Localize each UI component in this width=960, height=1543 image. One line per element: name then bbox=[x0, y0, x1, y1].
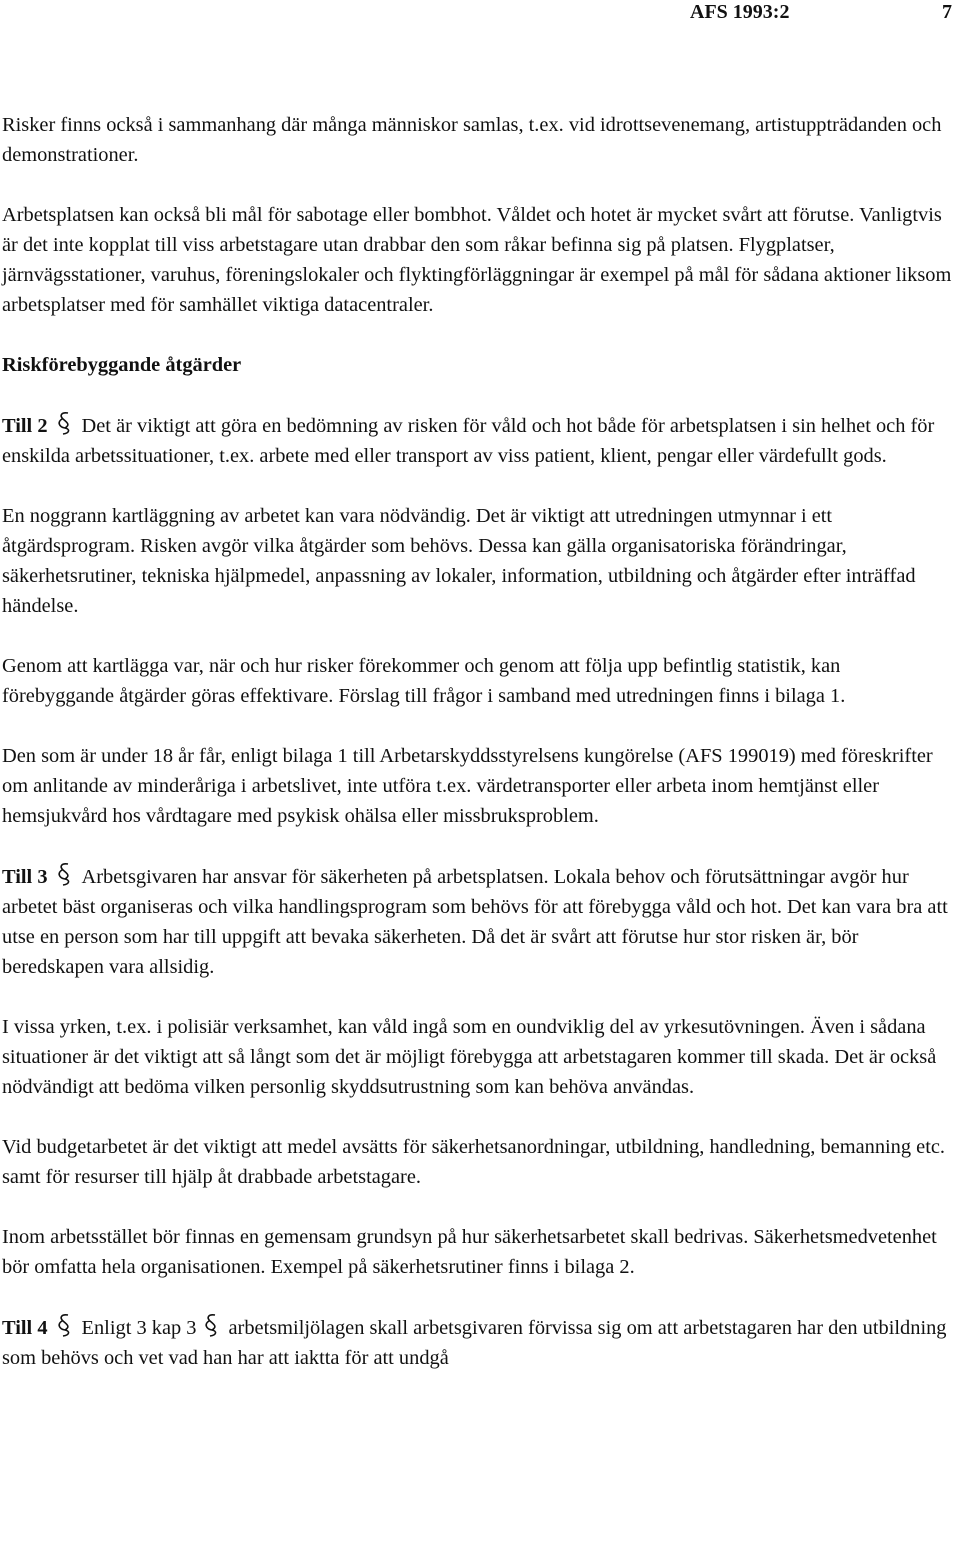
paragraph-risks-gatherings: Risker finns också i sammanhang där många människor samlas, t.ex. vid idrottsevenemang, artistuppträdanden och demonstrationer. bbox=[2, 114, 942, 166]
page-number: 7 bbox=[942, 1, 952, 23]
paragraph-statistics: Genom att kartlägga var, när och hur risker förekommer och genom att följa upp befintlig statistik, kan förebyggande åtgärder göras effektivare. Förslag till frågor i samband med utredningen finns i bilaga 1. bbox=[2, 655, 846, 707]
till-4-text: arbetsmiljölagen skall arbetsgivaren förvissa sig om att arbetstagaren har den utbildning som behövs och vet vad han har att iaktta för att undgå bbox=[2, 1317, 947, 1369]
paragraph-till-3 bbox=[2, 861, 954, 982]
document-code: AFS 1993:2 bbox=[690, 1, 790, 23]
section-sign-icon bbox=[203, 1312, 223, 1343]
section-label-till-3: Till 3 bbox=[2, 866, 48, 888]
paragraph-mapping: En noggrann kartläggning av arbetet kan vara nödvändig. Det är viktigt att utredningen utmynnar i ett åtgärdsprogram. Risken avgör vilka åtgärder som behövs. Dessa kan gälla organisatoriska förändringar, säkerhetsrutiner, tekniska hjälpmedel, anpassning av lokaler, information, utbildning och åtgärder efter inträffad händelse. bbox=[2, 505, 916, 617]
till-4-reference: Enligt 3 kap 3 bbox=[81, 1317, 197, 1339]
till-3-text: Arbetsgivaren har ansvar för säkerheten på arbetsplatsen. Lokala behov och förutsättningar avgör hur arbetet bäst organiseras och vilka handlingsprogram som behövs för att förebygga våld och hot. Det kan vara bra att utse en person som har till uppgift att bevaka säkerheten. Då det är svårt att förutse hur stor risken är, bör beredskapen vara allsidig. bbox=[2, 866, 948, 978]
paragraph-sabotage: Arbetsplatsen kan också bli mål för sabotage eller bombhot. Våldet och hotet är mycket svårt att förutse. Vanligtvis är det inte kopplat till viss arbetstagare utan drabbar den som råkar befinna sig på platsen. Flygplatser, järnvägsstationer, varuhus, föreningslokaler och flyktingförläggningar är exempel på mål för sådana aktioner liksom arbetsplatser med för samhället viktiga datacentraler. bbox=[2, 204, 952, 316]
paragraph-workplace: Inom arbetsstället bör finnas en gemensam grundsyn på hur säkerhetsarbetet skall bedrivas. Säkerhetsmedvetenhet bör omfatta hela organisationen. Exempel på säkerhetsrutiner finns i bilaga 2. bbox=[2, 1226, 937, 1278]
section-label-till-4: Till 4 bbox=[2, 1317, 48, 1339]
page-header bbox=[0, 0, 960, 24]
paragraph-till-2 bbox=[2, 410, 954, 471]
section-label-till-2: Till 2 bbox=[2, 415, 48, 437]
document-body bbox=[2, 110, 954, 1373]
paragraph-minors: Den som är under 18 år får, enligt bilaga 1 till Arbetarskyddsstyrelsens kungörelse (AFS 199019) med föreskrifter om anlitande av minderåriga i arbetslivet, inte utföra t.ex. värdetransporter eller arbeta inom hemtjänst eller hemsjukvård hos vårdtagare med psykisk ohälsa eller missbruksproblem. bbox=[2, 745, 933, 827]
paragraph-till-4 bbox=[2, 1312, 954, 1373]
paragraph-police: I vissa yrken, t.ex. i polisiär verksamhet, kan våld ingå som en oundviklig del av yrkesutövningen. Även i sådana situationer är det viktigt att så långt som det är möjligt förebygga att arbetstagaren kommer till skada. Det är också nödvändigt att bedöma vilken personlig skyddsutrustning som kan behöva användas. bbox=[2, 1016, 937, 1098]
section-heading: Riskförebyggande åtgärder bbox=[2, 354, 242, 376]
till-2-text: Det är viktigt att göra en bedömning av risken för våld och hot både för arbetsplatsen i sin helhet och för enskilda arbetssituationer, t.ex. arbete med eller transport av viss patient, klient, pengar eller värdefullt gods. bbox=[2, 415, 935, 467]
paragraph-budget: Vid budgetarbetet är det viktigt att medel avsätts för säkerhetsanordningar, utbildning, handledning, bemanning etc. samt för resurser till hjälp åt drabbade arbetstagare. bbox=[2, 1136, 946, 1188]
section-sign-icon bbox=[56, 1312, 76, 1343]
section-sign-icon bbox=[56, 861, 76, 892]
section-sign-icon bbox=[56, 410, 76, 441]
